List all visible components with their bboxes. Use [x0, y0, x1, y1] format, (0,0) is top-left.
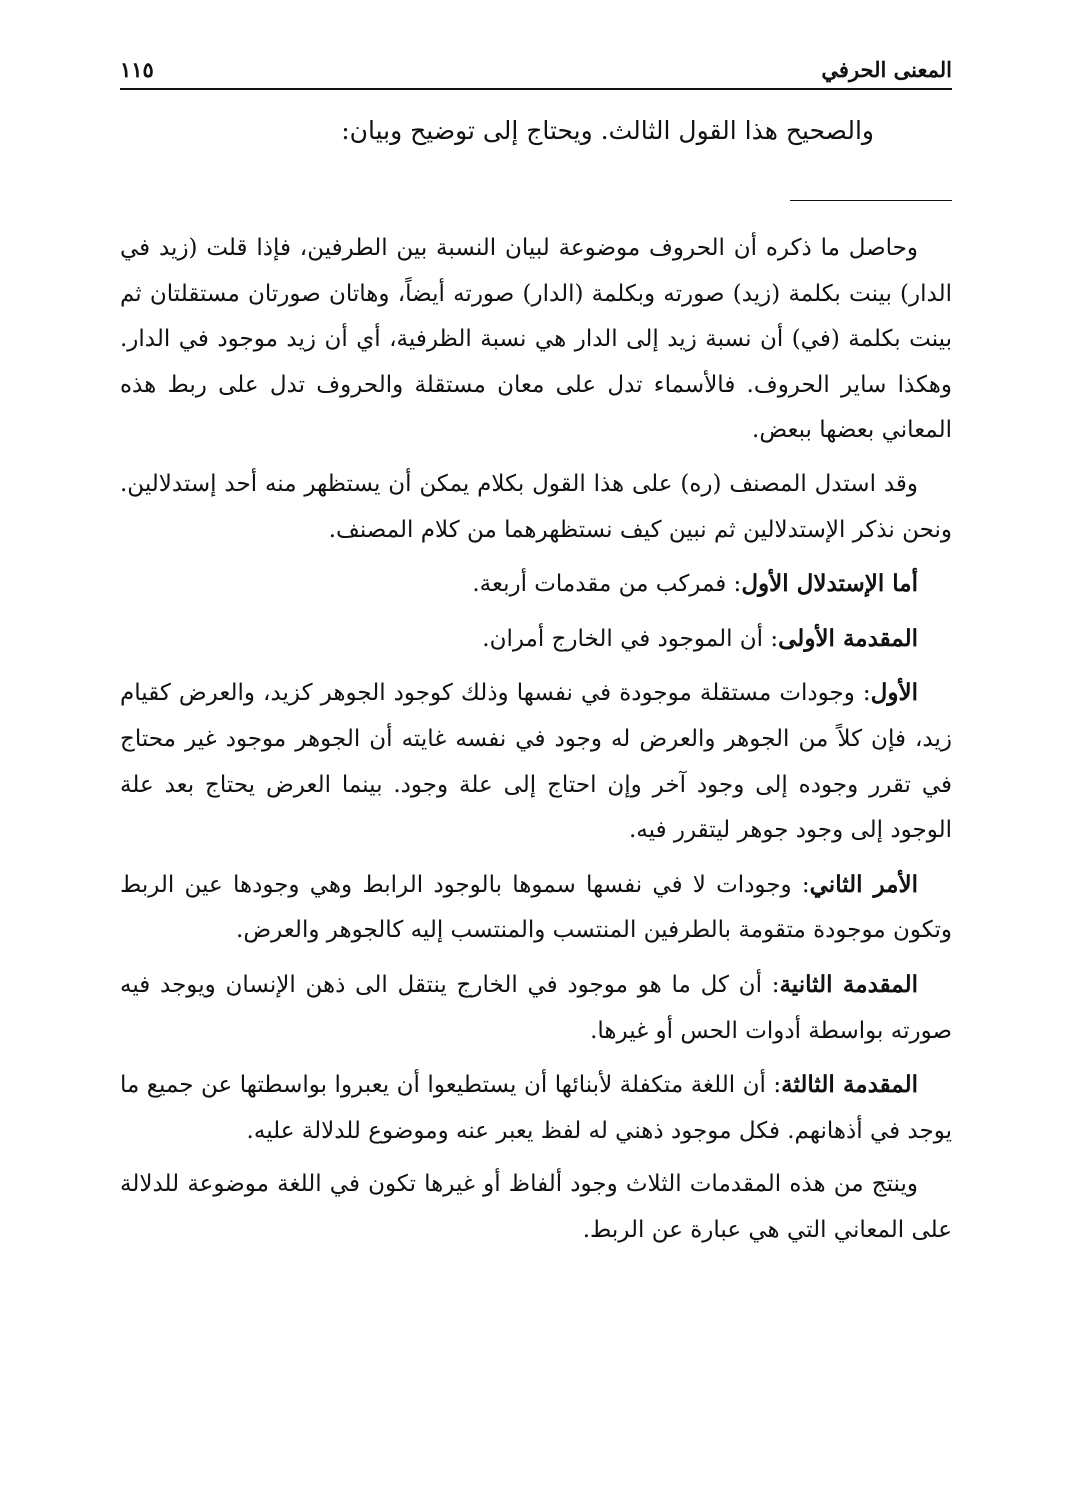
paragraph-text: : فمركب من مقدمات أربعة.: [472, 571, 742, 598]
paragraph-text: وينتج من هذه المقدمات الثلاث وجود ألفاظ أو غيرها تكون في اللغة موضوعة للدلالة على المعاني التي هي عبارة عن الربط.: [120, 1171, 952, 1243]
paragraph-lead: الأمر الثاني: [809, 870, 918, 898]
paragraph-text: : أن اللغة متكفلة لأبنائها أن يستطيعوا أن يعبروا بواسطتها عن جميع ما يوجد في أذهانهم. فكل موجود ذهني له لفظ يعبر عنه وموضوع للدلالة عليه.: [120, 1072, 952, 1144]
main-text-line: والصحيح هذا القول الثالث. ويحتاج إلى توضيح وبيان:: [341, 116, 874, 145]
footnote-body: [120, 226, 952, 1261]
paragraph-lead: المقدمة الثانية: [779, 970, 918, 998]
paragraph-text: : وجودات مستقلة موجودة في نفسها وذلك كوجود الجوهر كزيد، والعرض كقيام زيد، فإن كلاً من الجوهر والعرض له وجود في نفسه غايته أن الجوهر موجود غير محتاج في تقرر وجوده إلى وجود آخر وإن احتاج إلى علة وجود. بينما العرض يحتاج بعد علة الوجود إلى وجود جوهر ليتقرر فيه.: [120, 680, 952, 844]
paragraph-9: [120, 1162, 952, 1253]
paragraph-text: : أن كل ما هو موجود في الخارج ينتقل الى ذهن الإنسان ويوجد فيه صورته بواسطة أدوات الحس أو غيرها.: [120, 971, 952, 1044]
paragraph-lead: المقدمة الأولى: [778, 624, 918, 652]
book-page: [120, 0, 952, 1498]
paragraph-6: [120, 862, 952, 954]
running-head: [120, 42, 952, 82]
paragraph-lead: المقدمة الثالثة: [781, 1071, 918, 1099]
paragraph-5: [120, 670, 952, 853]
paragraph-7: [120, 962, 952, 1054]
page-number: ١١٥: [120, 57, 154, 82]
paragraph-lead: الأول: [870, 679, 918, 707]
paragraph-text: وقد استدل المصنف (ره) على هذا القول بكلام يمكن أن يستظهر منه أحد إستدلالين. ونحن نذكر الإستدلالين ثم نبين كيف نستظهرهما من كلام المصنف.: [120, 470, 952, 543]
paragraph-4: [120, 616, 952, 663]
header-rule: [120, 88, 952, 90]
paragraph-1: [120, 226, 952, 454]
paragraph-text: : وجودات لا في نفسها سموها بالوجود الرابط وهي وجودها عين الربط وتكون موجودة متقومة بالطرفين المنتسب والمنتسب إليه كالجوهر والعرض.: [120, 871, 952, 944]
paragraph-lead: أما الإستدلال الأول: [741, 570, 918, 598]
paragraph-8: [120, 1062, 952, 1154]
paragraph-3: [120, 561, 952, 608]
chapter-title: المعنى الحرفي: [821, 57, 952, 82]
paragraph-2: [120, 462, 952, 553]
paragraph-text: : أن الموجود في الخارج أمران.: [482, 625, 779, 652]
paragraph-text: وحاصل ما ذكره أن الحروف موضوعة لبيان النسبة بين الطرفين، فإذا قلت (زيد في الدار) بينت بكلمة (زيد) صورته وبكلمة (الدار) صورته أيضاً، وهاتان صورتان مستقلتان ثم بينت بكلمة (في) أن نسبة زيد إلى الدار هي نسبة الظرفية، أي أن زيد موجود في الدار. وهكذا ساير الحروف. فالأسماء تدل على معان مستقلة والحروف تدل على ربط هذه المعاني بعضها ببعض.: [120, 235, 952, 444]
footnote-separator: [790, 200, 952, 201]
